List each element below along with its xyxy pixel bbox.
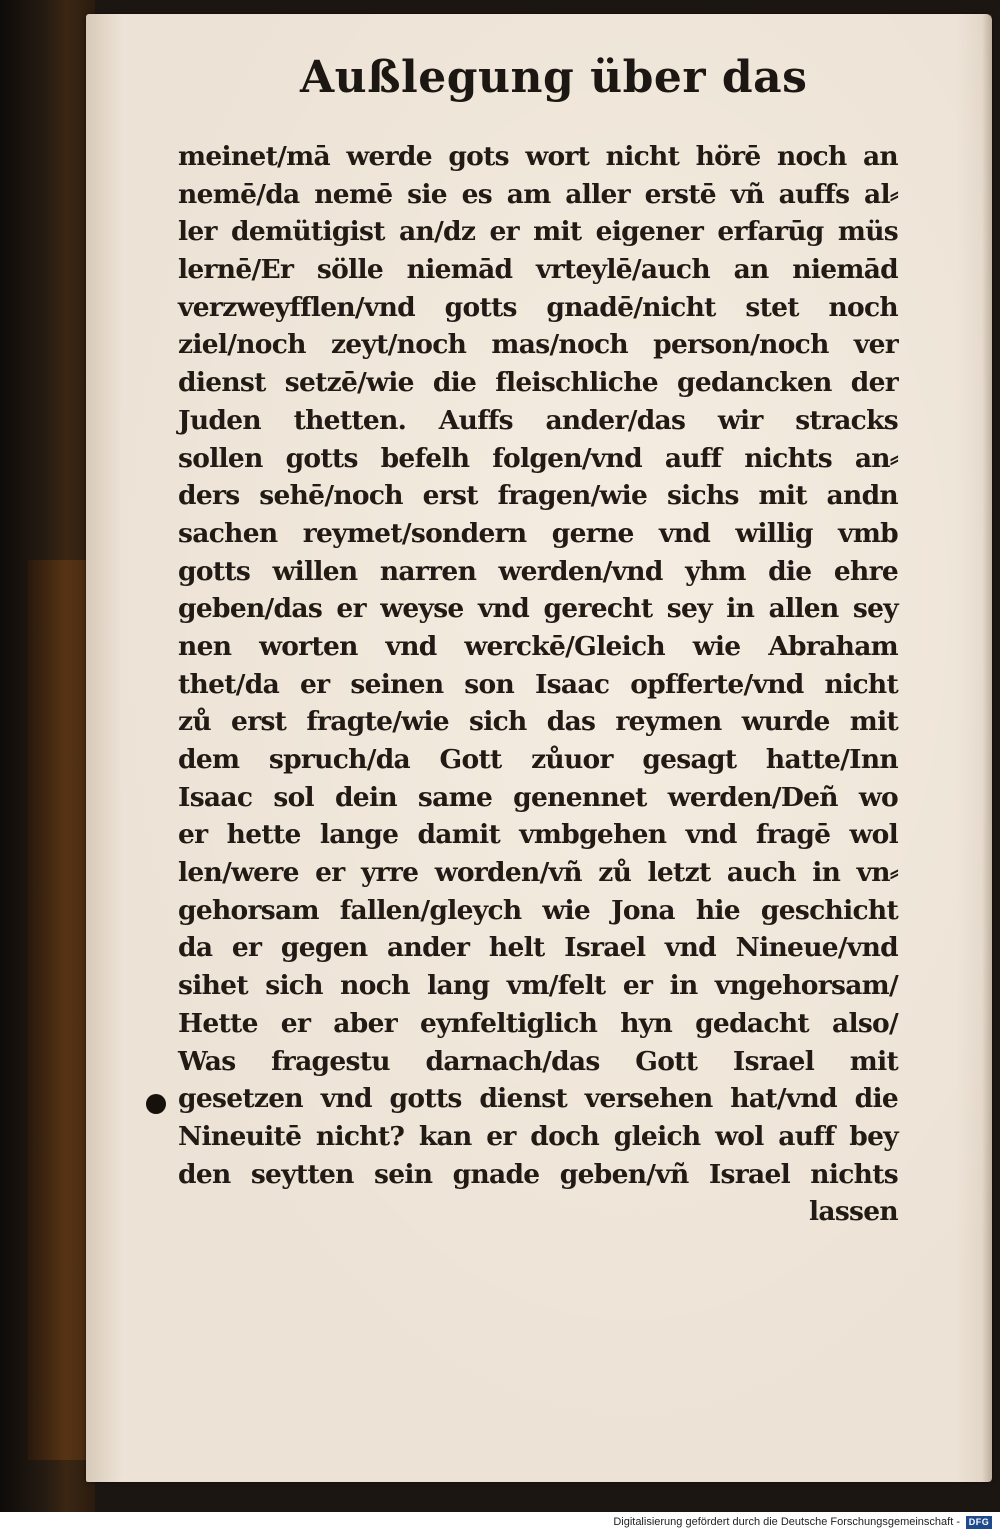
text-line: Hette er aber eynfeltiglich hyn gedacht also/: [178, 1007, 898, 1039]
text-line: dem spruch/da Gott zůuor gesagt hatte/Inn: [178, 744, 898, 775]
text-line: den seytten sein gnade geben/vñ Israel nichts: [178, 1158, 898, 1190]
text-line: da er gegen ander helt Israel vnd Nineue/vnd: [178, 932, 898, 964]
page-edge-shadow: [982, 14, 992, 1482]
text-line: thet/da er seinen son Isaac opfferte/vnd nicht: [178, 668, 898, 700]
dfg-logo: DFG: [966, 1516, 992, 1529]
text-line: gotts willen narren werden/vnd yhm die ehre: [178, 555, 898, 587]
text-line: sollen gotts befelh folgen/vnd auff nichts an⸗: [178, 442, 898, 474]
text-line: dienst setzē/wie die fleischliche gedancken der: [178, 367, 898, 399]
text-line: sihet sich noch lang vm/felt er in vngehorsam/: [178, 970, 898, 1002]
text-line: Was fragestu darnach/das Gott Israel mit: [178, 1045, 898, 1077]
binding-edge: [28, 560, 90, 1460]
text-line: gesetzen vnd gotts dienst versehen hat/vnd die: [178, 1083, 898, 1115]
text-line: verzweyfflen/vnd gotts gnadē/nicht stet noch: [178, 291, 898, 323]
text-line: Juden thetten. Auffs ander/das wir stracks: [178, 404, 898, 436]
running-head: Außlegung über das: [300, 52, 808, 103]
text-line: nemē/da nemē sie es am aller erstē vñ auffs al⸗: [178, 178, 898, 210]
text-line: ziel/noch zeyt/noch mas/noch person/noch ver: [178, 329, 898, 361]
text-line: er hette lange damit vmbgehen vnd fragē wol: [178, 819, 898, 851]
text-line: ler demütigist an/dz er mit eigener erfarūg müs: [178, 216, 898, 248]
ink-dot: [146, 1094, 166, 1114]
text-line: gehorsam fallen/gleych wie Jona hie geschicht: [178, 894, 898, 926]
text-line: len/were er yrre worden/vñ zů letzt auch in vn⸗: [178, 857, 898, 889]
text-block: [178, 138, 898, 1231]
footer-bar: [0, 1512, 1000, 1534]
text-line: nen worten vnd werckē/Gleich wie Abraham: [178, 630, 898, 662]
text-line: sachen reymet/sondern gerne vnd willig vmb: [178, 517, 898, 549]
catchword: lassen: [808, 1196, 898, 1228]
text-line: geben/das er weyse vnd gerecht sey in allen sey: [178, 593, 898, 625]
text-line: Nineuitē nicht? kan er doch gleich wol auff bey: [178, 1120, 898, 1152]
text-line: ders sehē/noch erst fragen/wie sichs mit andn: [178, 480, 898, 512]
funding-credit: Digitalisierung gefördert durch die Deutsche Forschungsgemeinschaft -: [613, 1516, 960, 1528]
text-line: meinet/mā werde gots wort nicht hörē noch an: [178, 141, 898, 172]
text-line: lernē/Er sölle niemād vrteylē/auch an niemād: [178, 254, 898, 286]
text-line: Isaac sol dein same genennet werden/Deñ wo: [178, 781, 898, 813]
text-line: zů erst fragte/wie sich das reymen wurde mit: [178, 706, 898, 738]
